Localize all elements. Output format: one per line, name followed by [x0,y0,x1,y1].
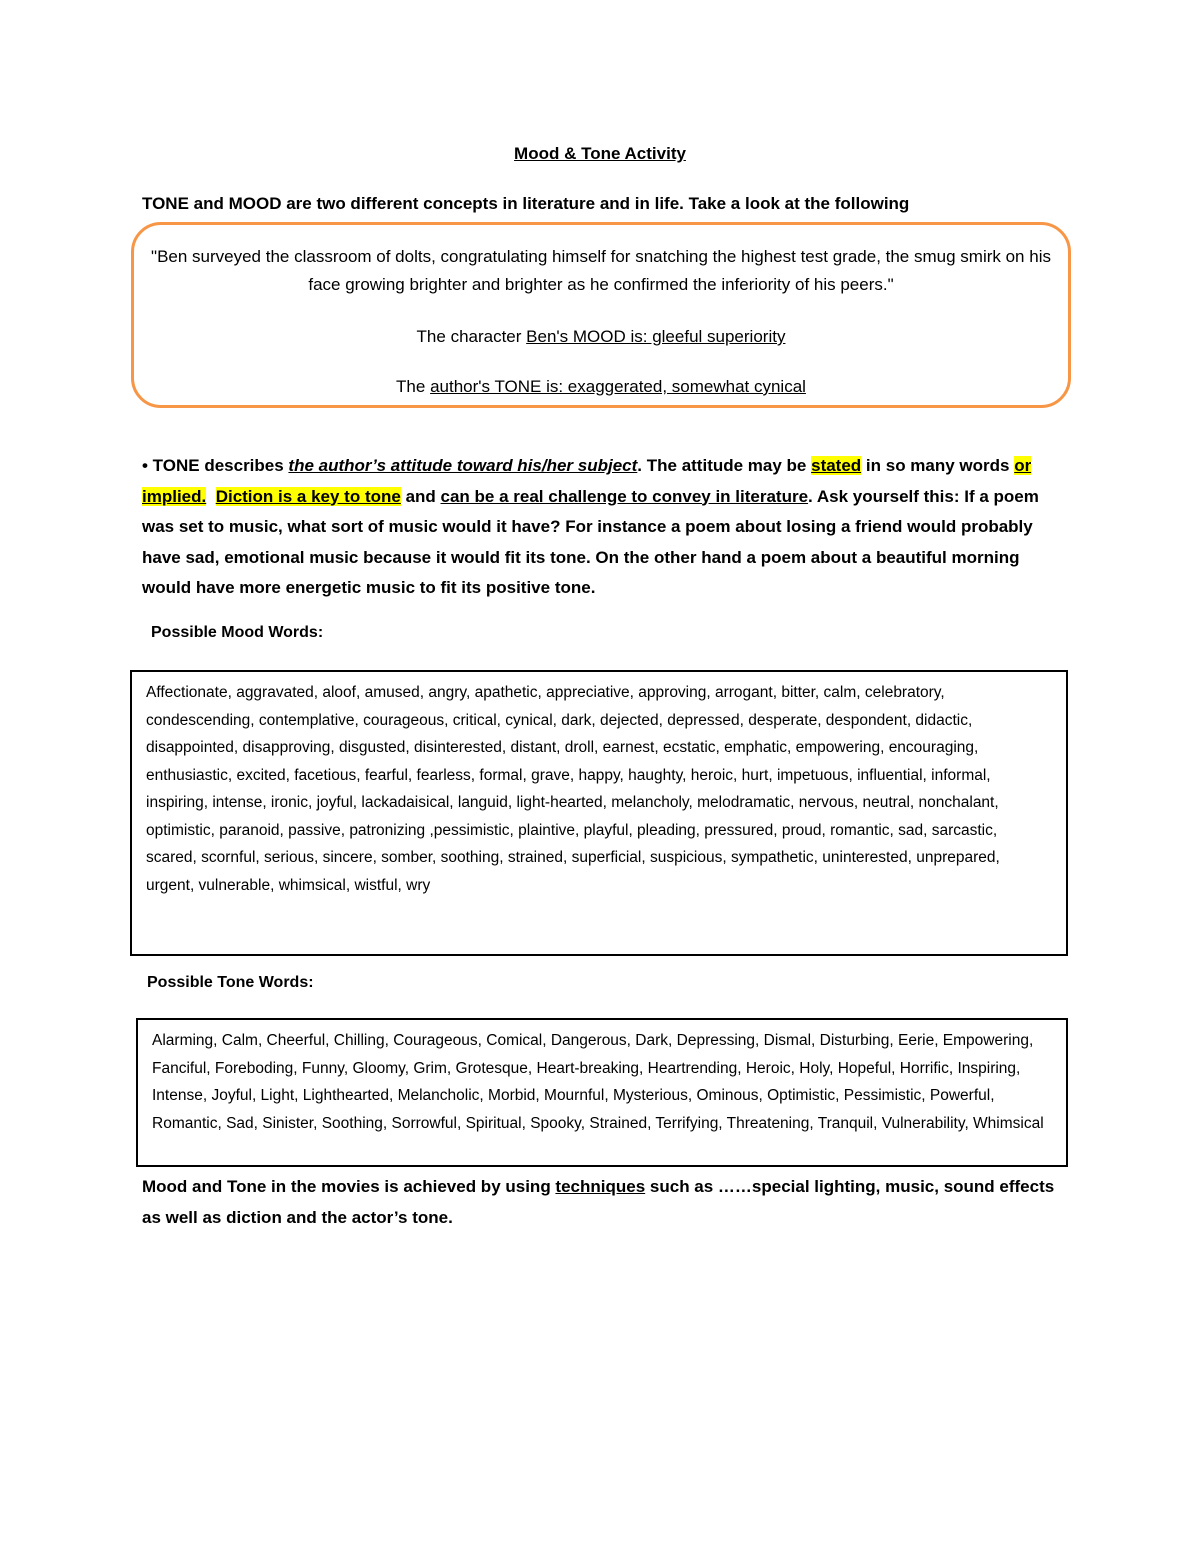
mood-words-label: Possible Mood Words: [151,624,324,641]
techniques-underline: techniques [555,1177,646,1196]
example-box [131,222,1071,408]
para-text: and [400,486,441,506]
challenge-underline: can be a real challenge to convey in literature [440,486,809,506]
example-tone-line [134,373,1068,401]
stated-highlight: stated [811,456,862,475]
tone-definition-paragraph [142,451,1072,604]
para-text: TONE describes [147,456,289,475]
tone-words-label: Possible Tone Words: [147,974,314,991]
implied-highlight: or implied. [142,456,1032,506]
para-text: in so many words [861,456,1015,475]
para-text: . Ask yourself this: If a poem was set to music, what sort of music would it have? For instance a poem about losing a friend would probably have sad, emotional music because it would fit its tone. On the other hand a poem about a beautiful morning would have more energetic music to fit its positive tone. [142,486,1039,597]
mood-value: Ben's MOOD is: gleeful superiority [526,327,786,346]
para-text: . The attitude may be [637,456,812,475]
example-mood-line [134,323,1068,351]
tone-value: author's TONE is: exaggerated, somewhat cynical [430,377,806,396]
tone-prefix: The [396,377,431,396]
closing-text: Mood and Tone in the movies is achieved by using [142,1177,556,1196]
tone-words-box: Alarming, Calm, Cheerful, Chilling, Courageous, Comical, Dangerous, Dark, Depressing, Dismal, Disturbing, Eerie, Empowering, Fanciful, Foreboding, Funny, Gloomy, Grim, Grotesque, Heart-breaking, Heartrending, Heroic, Holy, Hopeful, Horrific, Inspiring, Intense, Joyful, Light, Lighthearted, Melancholic, Morbid, Mournful, Mysterious, Ominous, Optimistic, Pessimistic, Powerful, Romantic, Sad, Sinister, Soothing, Sorrowful, Spiritual, Spooky, Strained, Terrifying, Threatening, Tranquil, Vulnerability, Whimsical [136,1018,1068,1167]
mood-prefix: The character [416,327,527,346]
mood-words-box: Affectionate, aggravated, aloof, amused, angry, apathetic, appreciative, approving, arrogant, bitter, calm, celebratory, condescending, contemplative, courageous, critical, cynical, dark, dejected, depressed, desperate, despondent, didactic, disappointed, disapproving, disgusted, disinterested, distant, droll, earnest, ecstatic, emphatic, empowering, encouraging, enthusiastic, excited, facetious, fearful, fearless, formal, grave, happy, haughty, heroic, hurt, impetuous, influential, informal, inspiring, intense, ironic, joyful, lackadaisical, languid, light-hearted, melancholy, melodramatic, nervous, neutral, nonchalant, optimistic, paranoid, passive, patronizing ,pessimistic, plaintive, playful, pleading, pressured, proud, romantic, sad, sarcastic, scared, scornful, serious, sincere, somber, soothing, strained, superficial, suspicious, sympathetic, uninterested, unprepared, urgent, vulnerable, whimsical, wistful, wry [130,670,1068,956]
para-text [206,487,215,506]
closing-paragraph [142,1172,1062,1233]
page-title: Mood & Tone Activity [514,144,686,163]
author-attitude-emphasis: the author’s attitude toward his/her subject [288,456,638,475]
intro-text: TONE and MOOD are two different concepts in literature and in life. Take a look at the following [142,194,910,213]
diction-highlight: Diction is a key to tone [215,486,401,506]
example-quote: "Ben surveyed the classroom of dolts, congratulating himself for snatching the highest test grade, the smug smirk on his face growing brighter and brighter as he confirmed the inferiority of his peers." [151,247,1051,294]
closing-text: such as ……special lighting, music, sound effects as well as diction and the actor’s tone. [142,1177,1055,1227]
bullet: • [142,456,148,475]
